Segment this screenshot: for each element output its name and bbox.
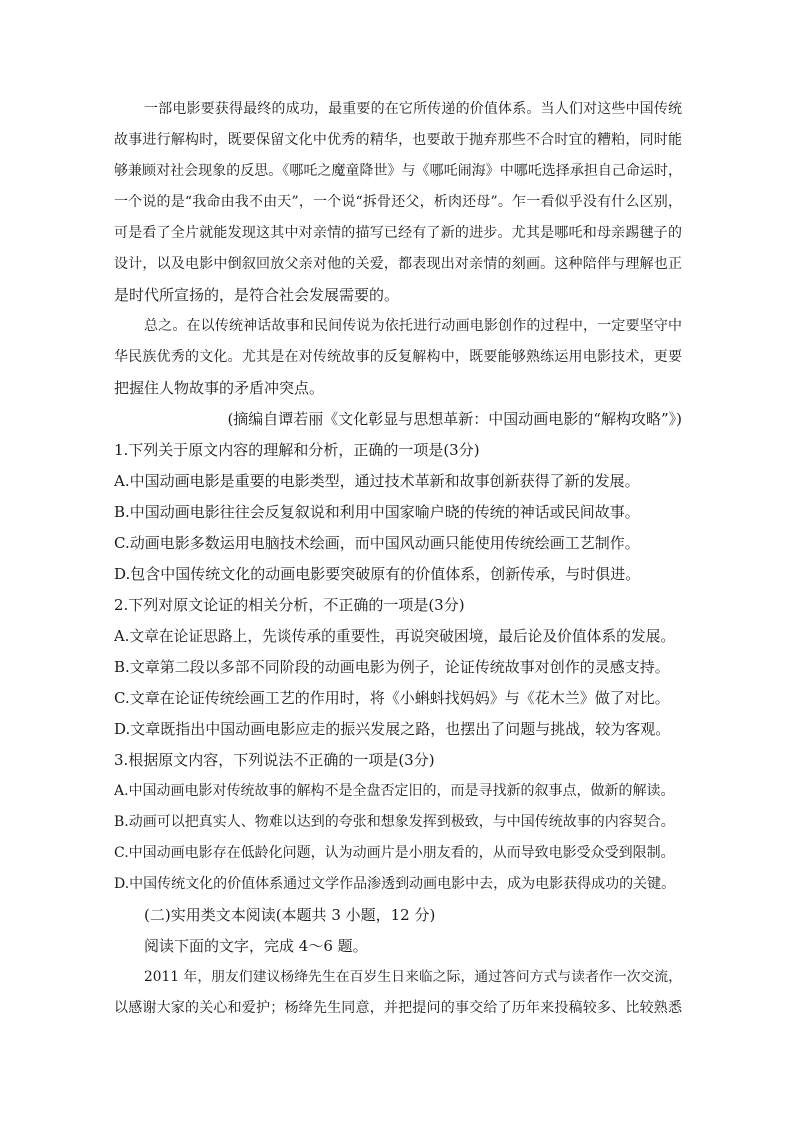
question-option: C.中国动画电影存在低龄化问题，认为动画片是小朋友看的，从而导致电影受众受到限制。 xyxy=(114,845,675,861)
question-stem: 2.下列对原文论证的相关分析，不正确的一项是(3分) xyxy=(114,596,465,614)
section-heading: (二)实用类文本阅读(本题共 3 小题，12 分) xyxy=(144,906,436,924)
paragraph-line: 华民族优秀的文化。尤其是在对传统故事的反复解构中，既要能够熟练运用电影技术，更要 xyxy=(114,349,682,365)
question-option: A.中国动画电影对传统故事的解构不是全盘否定旧的，而是寻找新的叙事点，做新的解读。 xyxy=(114,783,675,799)
question-option: D.包含中国传统文化的动画电影要突破原有的价值体系，创新传承，与时俱进。 xyxy=(114,565,641,583)
paragraph-line: 是时代所宣扬的，是符合社会发展需要的。 xyxy=(114,286,400,304)
section-instruction: 阅读下面的文字，完成 4～6 题。 xyxy=(144,937,368,955)
document-page xyxy=(114,94,682,1024)
paragraph-line: 以感谢大家的关心和爱护；杨绛先生同意，并把提问的事交给了历年来投稿较多、比较熟悉 xyxy=(114,1000,682,1016)
question-option: C.动画电影多数运用电脑技术绘画，而中国风动画只能使用传统绘画工艺制作。 xyxy=(114,534,640,552)
question-option: A.文章在论证思路上，先谈传承的重要性，再说突破困境，最后论及价值体系的发展。 xyxy=(114,628,676,645)
question-option: D.文章既指出中国动画电影应走的振兴发展之路，也摆出了问题与挑战，较为客观。 xyxy=(114,720,671,738)
question-option: B.中国动画电影往往会反复叙说和利用中国家喻户晓的传统的神话或民间故事。 xyxy=(114,503,640,521)
paragraph-line: 设计，以及电影中倒叙回放父亲对他的关爱，都表现出对亲情的刻画。这种陪伴与理解也正 xyxy=(114,256,682,272)
question-option: A.中国动画电影是重要的电影类型，通过技术革新和故事创新获得了新的发展。 xyxy=(114,472,640,490)
paragraph-line: 故事进行解构时，既要保留文化中优秀的精华，也要敢于抛弃那些不合时宜的糟粕，同时能 xyxy=(114,132,682,148)
paragraph-line: 2011 年，朋友们建议杨绛先生在百岁生日来临之际，通过答问方式与读者作一次交流， xyxy=(144,969,682,985)
question-option: B.文章第二段以多部不同阶段的动画电影为例子，论证传统故事对创作的灵感支持。 xyxy=(114,658,670,676)
paragraph-line: 一个说的是“我命由我不由天”，一个说“拆骨还父，析肉还母”。乍一看似乎没有什么区别， xyxy=(114,194,682,210)
question-stem: 1.下列关于原文内容的理解和分析，正确的一项是(3分) xyxy=(114,441,480,459)
paragraph-line: 够兼顾对社会现象的反思。《哪吒之魔童降世》与《哪吒闹海》中哪吒选择承担自己命运时， xyxy=(114,163,682,179)
question-option: B.动画可以把真实人、物难以达到的夸张和想象发挥到极致，与中国传统故事的内容契合。 xyxy=(114,814,675,830)
paragraph-line: 可是看了全片就能发现这其中对亲情的描写已经有了新的进步。尤其是哪吒和母亲踢毽子的 xyxy=(114,225,682,241)
source-citation: (摘编自谭若丽《文化彰显与思想革新：中国动画电影的“解构攻略”》) xyxy=(227,410,682,428)
paragraph-line: 总之。在以传统神话故事和民间传说为依托进行动画电影创作的过程中，一定要坚守中 xyxy=(144,318,682,334)
paragraph-line: 一部电影要获得最终的成功，最重要的在它所传递的价值体系。当人们对这些中国传统 xyxy=(144,101,682,117)
question-stem: 3.根据原文内容，下列说法不正确的一项是(3分) xyxy=(114,751,435,769)
paragraph-line: 把握住人物故事的矛盾冲突点。 xyxy=(114,379,325,397)
question-option: C.文章在论证传统绘画工艺的作用时，将《小蝌蚪找妈妈》与《花木兰》做了对比。 xyxy=(114,689,670,707)
question-option: D.中国传统文化的价值体系通过文学作品渗透到动画电影中去，成为电影获得成功的关键。 xyxy=(114,876,676,892)
